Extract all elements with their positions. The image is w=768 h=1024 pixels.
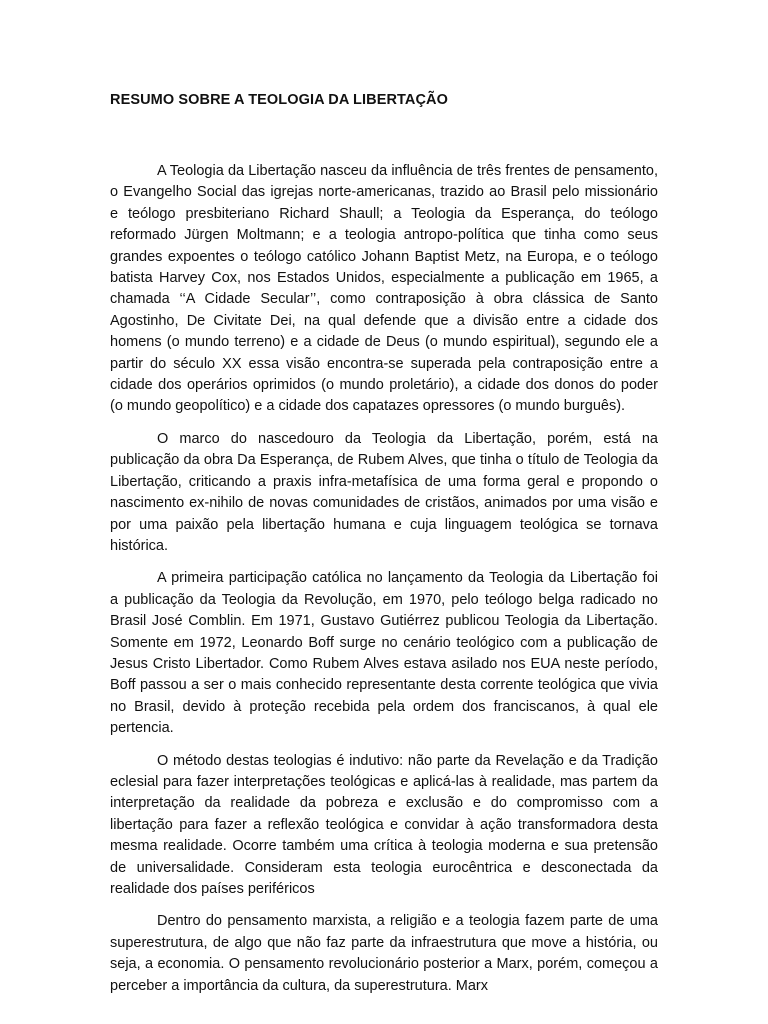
document-title: RESUMO SOBRE A TEOLOGIA DA LIBERTAÇÃO xyxy=(110,92,449,108)
document-page xyxy=(110,89,658,997)
paragraph: A primeira participação católica no lançamento da Teologia da Libertação foi a publicação da Teologia da Revolução, em 1970, pelo teólogo belga radicado no Brasil José Comblin. Em 1971, Gustavo Gutiérrez publicou Teologia da Libertação. Somente em 1972, Leonardo Boff surge no cenário teológico com a publicação de Jesus Cristo Libertador. Como Rubem Alves estava asilado nos EUA neste período, Boff passou a ser o mais conhecido representante desta corrente teológica que vivia no Brasil, devido à proteção recebida pela ordem dos franciscanos, à qual ele pertencia. xyxy=(110,570,658,737)
document-body xyxy=(110,161,658,997)
paragraph: Dentro do pensamento marxista, a religião e a teologia fazem parte de uma superestrutura, de algo que não faz parte da infraestrutura que move a história, ou seja, a economia. O pensamento revolucionário posterior a Marx, porém, começou a perceber a importância da cultura, da superestrutura. Marx xyxy=(110,913,658,994)
paragraph: A Teologia da Libertação nasceu da influência de três frentes de pensamento, o Evangelho Social das igrejas norte-americanas, trazido ao Brasil pelo missionário e teólogo presbiteriano Richard Shaull; a Teologia da Esperança, do teólogo reformado Jürgen Moltmann; e a teologia antropo-política que tinha como seus grandes expoentes o teólogo católico Johann Baptist Metz, na Europa, e o teólogo batista Harvey Cox, nos Estados Unidos, especialmente a publicação em 1965, a chamada ‘‘A Cidade Secular’’, como contraposição à obra clássica de Santo Agostinho, De Civitate Dei, na qual defende que a divisão entre a cidade dos homens (o mundo terreno) e a cidade de Deus (o mundo espiritual), segundo ele a partir do século XX essa visão encontra-se superada pela contraposição entre a cidade dos operários oprimidos (o mundo proletário), a cidade dos donos do poder (o mundo geopolítico) e a cidade dos capatazes opressores (o mundo burguês). xyxy=(110,163,658,415)
paragraph: O marco do nascedouro da Teologia da Libertação, porém, está na publicação da obra Da Esperança, de Rubem Alves, que tinha o título de Teologia da Libertação, criticando a praxis infra-metafísica de uma forma geral e propondo o nascimento ex-nihilo de novas comunidades de cristãos, animados por uma visão e por uma paixão pela libertação humana e cuja linguagem teológica se tornava histórica. xyxy=(110,430,658,554)
paragraph: O método destas teologias é indutivo: não parte da Revelação e da Tradição eclesial para fazer interpretações teológicas e aplicá-las à realidade, mas partem da interpretação da realidade da pobreza e exclusão e do compromisso com a libertação para fazer a reflexão teológica e convidar à ação transformadora desta mesma realidade. Ocorre também uma crítica à teologia moderna e sua pretensão de universalidade. Consideram esta teologia eurocêntrica e desconectada da realidade dos países periféricos xyxy=(110,752,658,897)
